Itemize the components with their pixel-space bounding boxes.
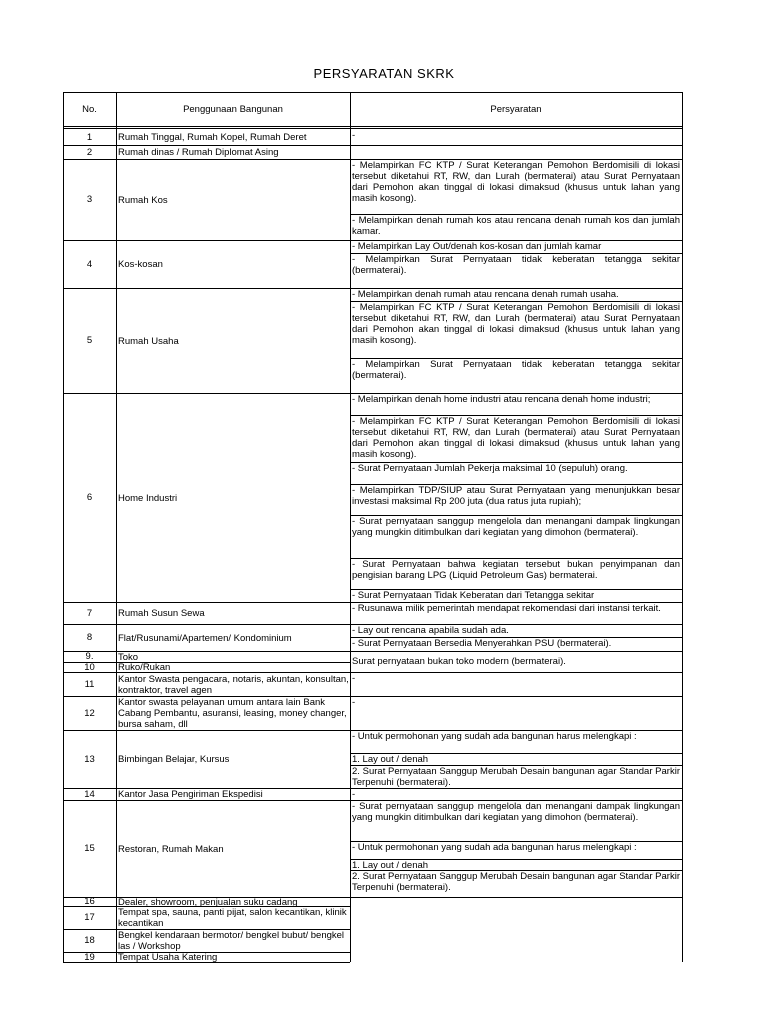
table-rule bbox=[63, 962, 350, 963]
requirement-item-toko-text: Surat pernyataan bukan toko modern (bermaterai). bbox=[352, 656, 566, 667]
requirement-item-text: - Melampirkan TDP/SIUP atau Surat Pernyataan yang menunjukkan besar investasi maksimal Rp 200 juta (dua ratus juta rupiah); bbox=[352, 485, 680, 507]
requirement-item bbox=[352, 731, 680, 753]
requirement-item-text: - bbox=[352, 130, 356, 141]
row-number-text: 5 bbox=[86, 335, 93, 346]
row-use-text: Tempat Usaha Katering bbox=[118, 953, 218, 962]
row-number bbox=[63, 651, 116, 662]
requirement-item bbox=[352, 359, 680, 393]
requirement-item-text: - Melampirkan Surat Pernyataan tidak keberatan tetangga sekitar (bermaterai). bbox=[352, 254, 680, 276]
requirement-item-text: - Surat Pernyataan Jumlah Pekerja maksimal 10 (sepuluh) orang. bbox=[352, 463, 628, 474]
row-number bbox=[63, 602, 116, 624]
row-use bbox=[116, 930, 349, 952]
requirement-item-text: - Melampirkan Surat Pernyataan tidak keberatan tetangga sekitar (bermaterai). bbox=[352, 359, 680, 381]
requirement-item-text: - Melampirkan denah home industri atau rencana denah home industri; bbox=[352, 394, 651, 405]
row-use-text: Flat/Rusunami/Apartemen/ Kondominium bbox=[118, 632, 292, 644]
header-req-text: Persyaratan bbox=[490, 103, 542, 115]
requirement-item-text: - Untuk permohonan yang sudah ada bangunan harus melengkapi : bbox=[352, 842, 637, 853]
row-use bbox=[116, 394, 349, 602]
row-use bbox=[116, 697, 349, 730]
row-use bbox=[116, 603, 349, 624]
table-rule bbox=[682, 92, 683, 962]
row-number bbox=[63, 788, 116, 800]
row-use bbox=[116, 130, 349, 145]
requirement-item-text: - Melampirkan Lay Out/denah kos-kosan dan jumlah kamar bbox=[352, 241, 602, 252]
row-number bbox=[63, 662, 116, 672]
requirement-item-text: - Untuk permohonan yang sudah ada bangunan harus melengkapi : bbox=[352, 731, 637, 742]
row-number bbox=[63, 129, 116, 145]
row-use bbox=[116, 625, 349, 651]
requirement-item-text: 2. Surat Pernyataan Sanggup Merubah Desain bangunan agar Standar Parkir Terpenuhi (bermaterai). bbox=[352, 766, 680, 788]
row-use bbox=[116, 953, 349, 962]
row-number-text: 9. bbox=[85, 651, 94, 662]
row-number-text: 7 bbox=[86, 607, 93, 619]
row-use bbox=[116, 907, 349, 929]
requirement-item bbox=[352, 590, 680, 602]
row-use-text: Home Industri bbox=[118, 492, 178, 504]
requirement-item-text: 1. Lay out / denah bbox=[352, 860, 429, 870]
row-number-text: 14 bbox=[84, 788, 95, 800]
requirement-item bbox=[352, 289, 680, 301]
requirement-item-text: - Melampirkan denah rumah atau rencana denah rumah usaha. bbox=[352, 289, 619, 300]
row-number-text: 16 bbox=[84, 897, 95, 906]
row-use-text: Restoran, Rumah Makan bbox=[118, 843, 224, 855]
requirement-item bbox=[352, 215, 680, 240]
requirement-item bbox=[352, 871, 680, 897]
row-number bbox=[63, 696, 116, 730]
requirement-item bbox=[352, 697, 680, 730]
requirement-item-text: - bbox=[352, 697, 356, 708]
requirement-item-toko bbox=[352, 651, 680, 672]
row-number bbox=[63, 145, 116, 159]
table-rule bbox=[116, 92, 117, 962]
requirement-item-text: - Surat Pernyataan Tidak Keberatan dari Tetangga sekitar bbox=[352, 590, 595, 601]
row-number-text: 11 bbox=[84, 678, 95, 690]
row-use bbox=[116, 663, 349, 672]
header-no bbox=[63, 92, 116, 126]
requirement-item-text: - Melampirkan FC KTP / Surat Keterangan Pemohon Berdomisili di lokasi tersebut diketahui RT, RW, dan Lurah (bermaterai) atau Surat Pernyataan dari Pemohon akan tinggal di lokasi dimaksud (khusus untuk lahan yang masih kosong). bbox=[352, 416, 680, 460]
requirement-item bbox=[352, 801, 680, 841]
row-use-text: Dealer, showroom, penjualan suku cadang bbox=[118, 898, 298, 906]
requirement-item bbox=[352, 789, 680, 800]
requirement-item bbox=[352, 485, 680, 515]
requirement-item bbox=[352, 842, 680, 859]
row-number-text: 8 bbox=[86, 632, 93, 643]
header-use bbox=[116, 92, 350, 126]
requirement-item-text: - Rusunawa milik pemerintah mendapat rekomendasi dari instansi terkait. bbox=[352, 603, 661, 614]
row-number bbox=[63, 159, 116, 240]
requirement-item-text: 1. Lay out / denah bbox=[352, 754, 429, 765]
row-number-text: 18 bbox=[84, 935, 95, 946]
requirement-item-text: - Melampirkan FC KTP / Surat Keterangan Pemohon Berdomisili di lokasi tersebut diketahui RT, RW, dan Lurah (bermaterai) atau Surat Pernyataan dari Pemohon akan tinggal di lokasi dimaksud (khusus untuk lahan yang masih kosong). bbox=[352, 302, 680, 346]
requirement-item-text: - Surat pernyataan sanggup mengelola dan menangani dampak lingkungan yang mungkin ditimbulkan dari kegiatan yang dimohon (bermaterai). bbox=[352, 801, 680, 823]
requirement-item-text: - Surat Pernyataan bahwa kegiatan tersebut bukan penyimpanan dan pengisian barang LPG (Liquid Petroleum Gas) bermaterai. bbox=[352, 559, 680, 581]
requirement-item-text: - Melampirkan FC KTP / Surat Keterangan Pemohon Berdomisili di lokasi tersebut diketahui RT, RW, dan Lurah (bermaterai) atau Surat Pernyataan dari Pemohon akan tinggal di lokasi dimaksud (khusus untuk lahan yang masih kosong). bbox=[352, 160, 680, 204]
row-use-text: Kantor Jasa Pengiriman Ekspedisi bbox=[118, 789, 263, 800]
row-use bbox=[116, 731, 349, 788]
row-number-text: 10 bbox=[84, 662, 95, 672]
requirement-item bbox=[352, 254, 680, 288]
requirement-item bbox=[352, 241, 680, 253]
row-number-text: 3 bbox=[86, 194, 93, 205]
row-use bbox=[116, 160, 349, 240]
table-rule bbox=[350, 672, 682, 673]
requirement-item bbox=[352, 625, 680, 637]
requirement-item bbox=[352, 860, 680, 870]
requirement-item bbox=[352, 130, 680, 145]
row-number bbox=[63, 240, 116, 288]
row-use bbox=[116, 146, 349, 159]
requirement-item bbox=[352, 559, 680, 589]
requirement-item-text: - Surat Pernyataan Bersedia Menyerahkan PSU (bermaterai). bbox=[352, 638, 612, 649]
row-number-text: 19 bbox=[84, 952, 95, 962]
requirement-item-text: 2. Surat Pernyataan Sanggup Merubah Desain bangunan agar Standar Parkir Terpenuhi (bermaterai). bbox=[352, 871, 680, 893]
row-use-text: Rumah Tinggal, Rumah Kopel, Rumah Deret bbox=[118, 132, 307, 143]
row-number bbox=[63, 730, 116, 788]
requirement-item bbox=[352, 160, 680, 214]
row-number bbox=[63, 288, 116, 393]
table-rule bbox=[63, 92, 64, 962]
row-number-text: 1 bbox=[86, 131, 93, 143]
requirement-item bbox=[352, 394, 680, 415]
row-use bbox=[116, 289, 349, 393]
row-number-text: 2 bbox=[86, 146, 93, 158]
row-use bbox=[116, 241, 349, 288]
requirement-item bbox=[352, 463, 680, 484]
row-number bbox=[63, 897, 116, 906]
requirement-item bbox=[352, 766, 680, 788]
row-use-text: Kos-kosan bbox=[118, 259, 163, 270]
row-number-text: 13 bbox=[84, 753, 95, 765]
row-use-text: Rumah dinas / Rumah Diplomat Asing bbox=[118, 147, 279, 158]
requirement-item bbox=[352, 754, 680, 765]
table-rule bbox=[63, 128, 682, 129]
row-number bbox=[63, 906, 116, 929]
row-use-text: Rumah Kos bbox=[118, 194, 168, 206]
requirement-item bbox=[352, 516, 680, 558]
row-use bbox=[116, 673, 349, 696]
row-number bbox=[63, 672, 116, 696]
row-number bbox=[63, 393, 116, 602]
requirement-item-text: - bbox=[352, 789, 356, 800]
row-number-text: 12 bbox=[84, 707, 95, 719]
row-use bbox=[116, 801, 349, 897]
row-number bbox=[63, 624, 116, 651]
row-number bbox=[63, 952, 116, 962]
row-use bbox=[116, 789, 349, 800]
row-use-text: Rumah Usaha bbox=[118, 335, 179, 347]
row-use-text: Ruko/Rukan bbox=[118, 663, 171, 672]
requirement-item-text: - Lay out rencana apabila sudah ada. bbox=[352, 625, 509, 636]
requirement-item bbox=[352, 416, 680, 462]
requirement-item-text: - Melampirkan denah rumah kos atau rencana denah rumah kos dan jumlah kamar. bbox=[352, 215, 680, 237]
row-use bbox=[116, 898, 349, 906]
row-number-text: 17 bbox=[84, 912, 95, 923]
table-rule bbox=[350, 92, 351, 962]
row-use-text: Tempat spa, sauna, panti pijat, salon kecantikan, klinik kecantikan bbox=[118, 907, 347, 929]
row-use bbox=[116, 652, 349, 662]
row-number-text: 4 bbox=[86, 258, 93, 270]
requirement-item bbox=[352, 673, 680, 696]
row-use-text: Rumah Susun Sewa bbox=[118, 608, 205, 619]
row-use-text: Kantor Swasta pengacara, notaris, akuntan, konsultan, kontraktor, travel agen bbox=[118, 673, 349, 696]
requirement-item bbox=[352, 302, 680, 358]
row-number-text: 15 bbox=[84, 843, 95, 854]
requirement-item-text: - bbox=[352, 673, 356, 684]
row-use-text: Kantor swasta pelayanan umum antara lain Bank Cabang Pembantu, asuransi, leasing, money changer, bursa saham, dll bbox=[118, 697, 347, 730]
row-use-text: Toko bbox=[118, 652, 139, 662]
header-use-text: Penggunaan Bangunan bbox=[183, 103, 283, 115]
row-use-text: Bimbingan Belajar, Kursus bbox=[118, 754, 230, 765]
table-rule bbox=[63, 126, 682, 127]
page-title: PERSYARATAN SKRK bbox=[313, 66, 455, 81]
row-number-text: 6 bbox=[86, 492, 93, 503]
table-rule bbox=[350, 897, 682, 898]
requirement-item-text: - Surat pernyataan sanggup mengelola dan menangani dampak lingkungan yang mungkin ditimbulkan dari kegiatan yang dimohon (bermaterai). bbox=[352, 516, 680, 538]
row-number bbox=[63, 800, 116, 897]
header-req bbox=[350, 92, 682, 126]
requirement-item bbox=[352, 603, 680, 624]
requirement-item bbox=[352, 146, 680, 159]
row-use-text: Bengkel kendaraan bermotor/ bengkel bubut/ bengkel las / Workshop bbox=[118, 930, 345, 952]
header-no-text: No. bbox=[82, 103, 97, 115]
requirement-item bbox=[352, 638, 680, 651]
row-number bbox=[63, 929, 116, 952]
